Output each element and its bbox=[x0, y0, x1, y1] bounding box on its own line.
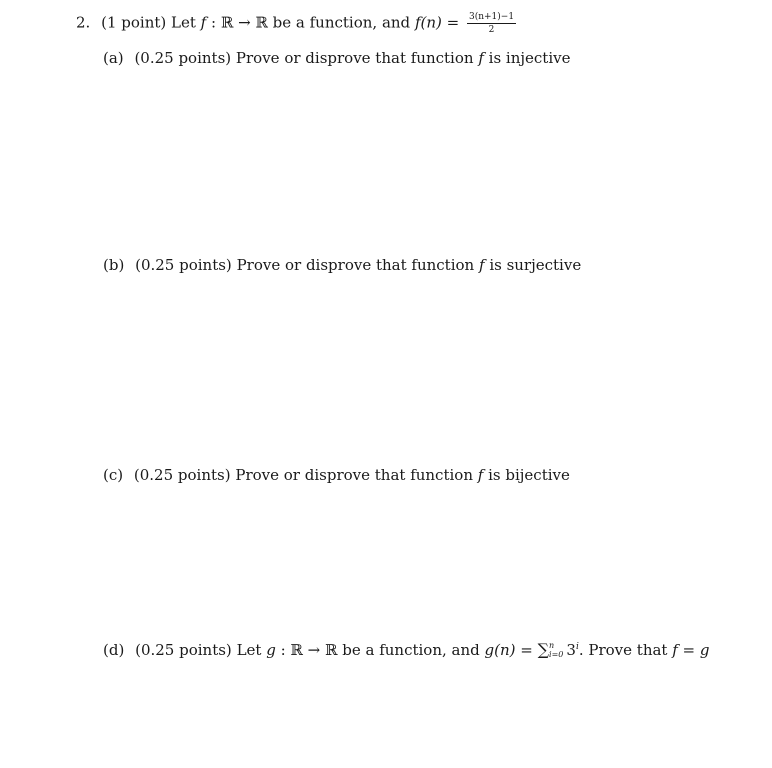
part-d-equation: f = g bbox=[672, 641, 710, 659]
part-b bbox=[103, 255, 581, 275]
part-a-label: (a) bbox=[103, 49, 124, 67]
sum-term-exponent: i bbox=[575, 642, 579, 652]
part-d-mapping: : ℝ → ℝ bbox=[280, 641, 338, 659]
question-header bbox=[76, 12, 516, 35]
sum-symbol: ∑ bbox=[537, 640, 550, 659]
sum-upper-limit: n bbox=[549, 641, 555, 650]
part-a-points: (0.25 points) bbox=[134, 49, 232, 67]
part-c-symbol: f bbox=[477, 466, 484, 484]
part-d-prove: . Prove that bbox=[578, 641, 668, 659]
part-b-points: (0.25 points) bbox=[135, 256, 232, 274]
part-d-points: (0.25 points) bbox=[135, 641, 232, 659]
part-d bbox=[103, 637, 710, 660]
function-mapping: : ℝ → ℝ bbox=[211, 13, 268, 32]
part-a-text: Prove or disprove that function bbox=[235, 49, 474, 67]
part-a bbox=[103, 48, 570, 68]
sum-term-base: 3 bbox=[566, 641, 576, 659]
part-c bbox=[103, 465, 570, 485]
part-c-label: (c) bbox=[103, 466, 124, 484]
part-a-symbol: f bbox=[478, 49, 484, 67]
part-c-points: (0.25 points) bbox=[133, 466, 231, 484]
part-a-property: is injective bbox=[488, 49, 571, 67]
part-c-property: is bijective bbox=[488, 466, 570, 484]
part-b-property: is surjective bbox=[489, 256, 582, 274]
fraction-numerator: 3(n+1)−1 bbox=[468, 12, 515, 22]
function-g-symbol: g bbox=[266, 641, 276, 659]
part-b-symbol: f bbox=[478, 256, 485, 274]
question-be-function: be a function, and bbox=[272, 13, 411, 32]
part-b-text: Prove or disprove that function bbox=[236, 256, 475, 274]
part-d-be-function: be a function, and bbox=[342, 641, 480, 659]
fraction-denominator: 2 bbox=[488, 25, 495, 35]
sum-lower-limit: i=0 bbox=[549, 650, 564, 659]
question-number: 2. bbox=[76, 13, 91, 32]
part-b-label: (b) bbox=[103, 256, 125, 274]
part-d-let: Let bbox=[236, 641, 262, 659]
part-c-text: Prove or disprove that function bbox=[235, 466, 473, 484]
sum-limits bbox=[549, 641, 563, 659]
f-definition-fraction bbox=[467, 12, 516, 35]
g-of-n: g(n) = bbox=[484, 641, 533, 659]
function-f-symbol: f bbox=[200, 13, 207, 32]
part-d-label: (d) bbox=[103, 641, 125, 659]
question-points: (1 point) bbox=[101, 13, 167, 32]
f-of-n: f(n) = bbox=[414, 13, 460, 32]
question-let: Let bbox=[171, 13, 196, 32]
